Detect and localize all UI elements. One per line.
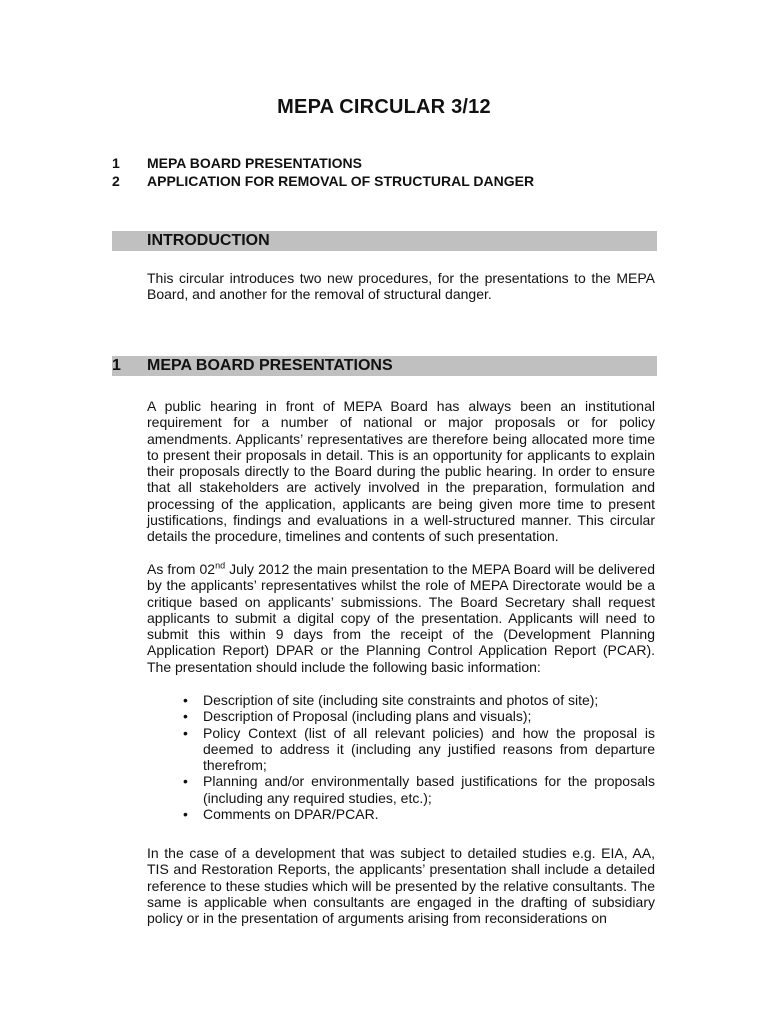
section-1-heading: MEPA BOARD PRESENTATIONS <box>147 357 393 374</box>
bullet-icon: • <box>183 724 188 741</box>
list-item-text: Planning and/or environmentally based justifications for the proposals (including any required studies, etc.); <box>203 773 655 806</box>
introduction-heading: INTRODUCTION <box>147 232 270 249</box>
toc-item-1 <box>112 154 534 172</box>
list-item <box>147 806 655 822</box>
list-item-text: Description of site (including site constraints and photos of site); <box>203 692 599 708</box>
presentation-requirements-list <box>147 692 655 822</box>
list-item <box>147 725 655 774</box>
list-item <box>147 773 655 806</box>
introduction-heading-band <box>112 231 657 251</box>
toc-item-2 <box>112 172 534 190</box>
toc-item-label: APPLICATION FOR REMOVAL OF STRUCTURAL DANGER <box>147 173 535 189</box>
bullet-icon: • <box>183 692 188 708</box>
paragraph-2-lead: As from 02 <box>147 561 216 577</box>
bullet-icon: • <box>183 708 188 725</box>
document-title: MEPA CIRCULAR 3/12 <box>277 96 491 118</box>
list-item-text: Comments on DPAR/PCAR. <box>203 806 379 823</box>
list-item-text: Description of Proposal (including plans and visuals); <box>203 708 532 725</box>
section-1-heading-band <box>112 356 657 376</box>
toc-item-number: 1 <box>112 155 120 171</box>
toc-item-label: MEPA BOARD PRESENTATIONS <box>147 155 362 171</box>
section-1-paragraph-2 <box>147 561 655 675</box>
bullet-icon: • <box>183 773 188 790</box>
ordinal-suffix: nd <box>215 560 226 571</box>
table-of-contents <box>112 154 534 190</box>
bullet-icon: • <box>183 806 188 823</box>
section-1-paragraph-3: In the case of a development that was subject to detailed studies e.g. EIA, AA, TIS and Restoration Reports, the applicants’ presentation shall include a detailed reference to these studies which will be presented by the relative consultants. The same is applicable when consultants are engaged in the drafting of subsidiary policy or in the presentation of arguments arising from reconsiderations on <box>147 845 655 927</box>
paragraph-2-body: July 2012 the main presentation to the MEPA Board will be delivered by the applicants’ representatives whilst the role of MEPA Directorate would be a critique based on applicants’ submissions. The Board Secretary shall request applicants to submit a digital copy of the presentation. Applicants will need to submit this within 9 days from the receipt of the (Development Planning Application Report) DPAR or the Planning Control Application Report (PCAR). The presentation should include the following basic information: <box>147 561 655 675</box>
section-1-paragraph-1: A public hearing in front of MEPA Board has always been an institutional requirement for a number of national or major proposals or for policy amendments. Applicants’ representatives are therefore being allocated more time to present their proposals in detail. This is an opportunity for applicants to explain their proposals directly to the Board during the public hearing. In order to ensure that all stakeholders are actively involved in the preparation, formulation and processing of the application, applicants are being given more time to present justifications, findings and evaluations in a well-structured manner. This circular details the procedure, timelines and contents of such presentation. <box>147 398 655 545</box>
introduction-paragraph: This circular introduces two new procedures, for the presentations to the MEPA Board, and another for the removal of structural danger. <box>147 270 655 303</box>
list-item <box>147 708 655 724</box>
list-item-text: Policy Context (list of all relevant policies) and how the proposal is deemed to address it (including any justified reasons from departure therefrom; <box>203 724 655 774</box>
section-1-number: 1 <box>112 357 121 374</box>
toc-item-number: 2 <box>112 173 120 189</box>
list-item <box>147 692 655 708</box>
